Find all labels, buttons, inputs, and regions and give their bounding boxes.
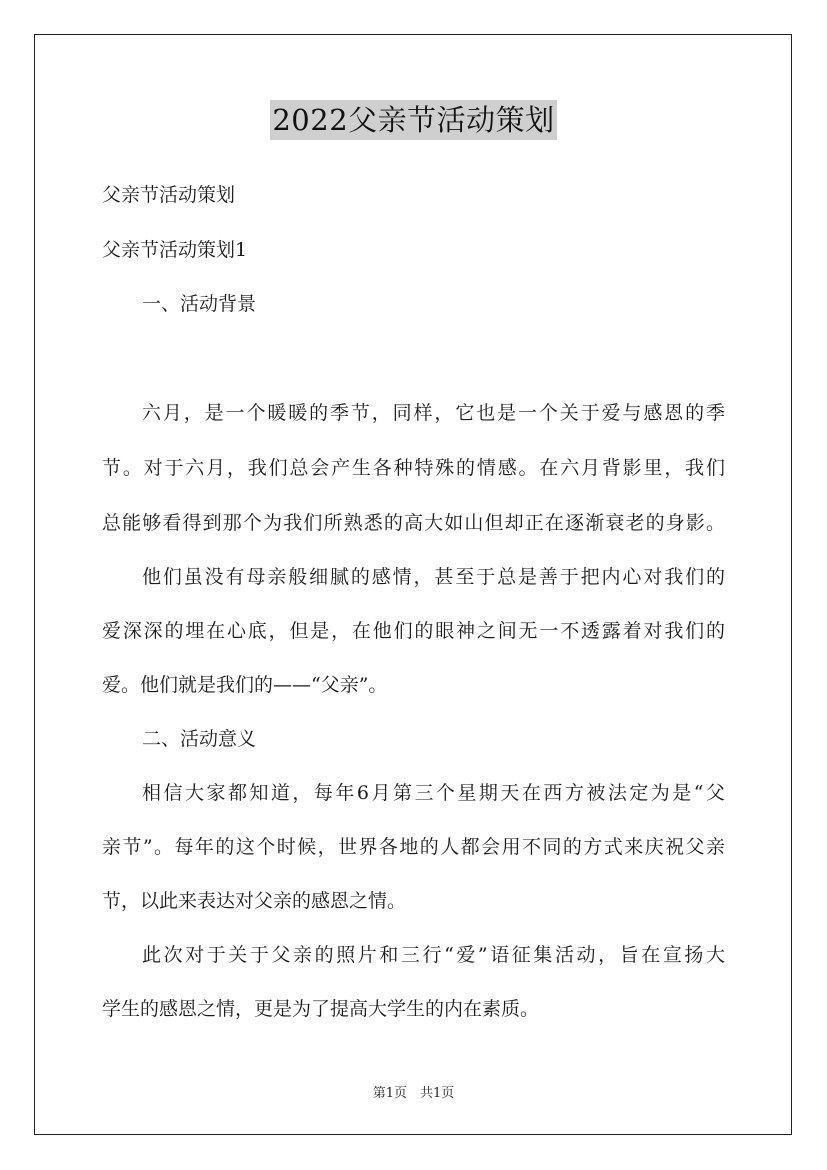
section-title: 父亲节活动策划1 <box>102 239 248 261</box>
paragraph-line: 爱。他们就是我们的——“父亲”。 <box>102 674 388 696</box>
paragraph-line: 六月，是一个暖暖的季节，同样，它也是一个关于爱与感恩的季 <box>142 402 725 424</box>
paragraph-line: 亲节”。每年的这个时候，世界各地的人都会用不同的方式来庆祝父亲 <box>102 836 725 858</box>
page-footer: 第1页 共1页 <box>372 1086 455 1101</box>
paragraph-line: 爱深深的埋在心底，但是，在他们的眼神之间无一不透露着对我们的 <box>102 620 725 642</box>
paragraph-line: 总能够看得到那个为我们所熟悉的高大如山但却正在逐渐衰老的身影。 <box>102 512 725 534</box>
paragraph-line: 节。对于六月，我们总会产生各种特殊的情感。在六月背影里，我们 <box>102 457 725 479</box>
heading-background: 一、活动背景 <box>142 293 257 315</box>
subtitle: 父亲节活动策划 <box>102 184 236 206</box>
title-container <box>0 100 827 140</box>
document-title: 2022父亲节活动策划 <box>270 100 556 140</box>
heading-significance: 二、活动意义 <box>142 728 257 750</box>
paragraph-line: 他们虽没有母亲般细腻的感情，甚至于总是善于把内心对我们的 <box>142 566 725 588</box>
paragraph-line: 节，以此来表达对父亲的感恩之情。 <box>102 890 407 912</box>
paragraph-line: 此次对于关于父亲的照片和三行“爱”语征集活动，旨在宣扬大 <box>142 944 725 966</box>
paragraph-line: 学生的感恩之情，更是为了提高大学生的内在素质。 <box>102 998 540 1020</box>
paragraph-line: 相信大家都知道，每年6月第三个星期天在西方被法定为是“父 <box>142 782 725 804</box>
